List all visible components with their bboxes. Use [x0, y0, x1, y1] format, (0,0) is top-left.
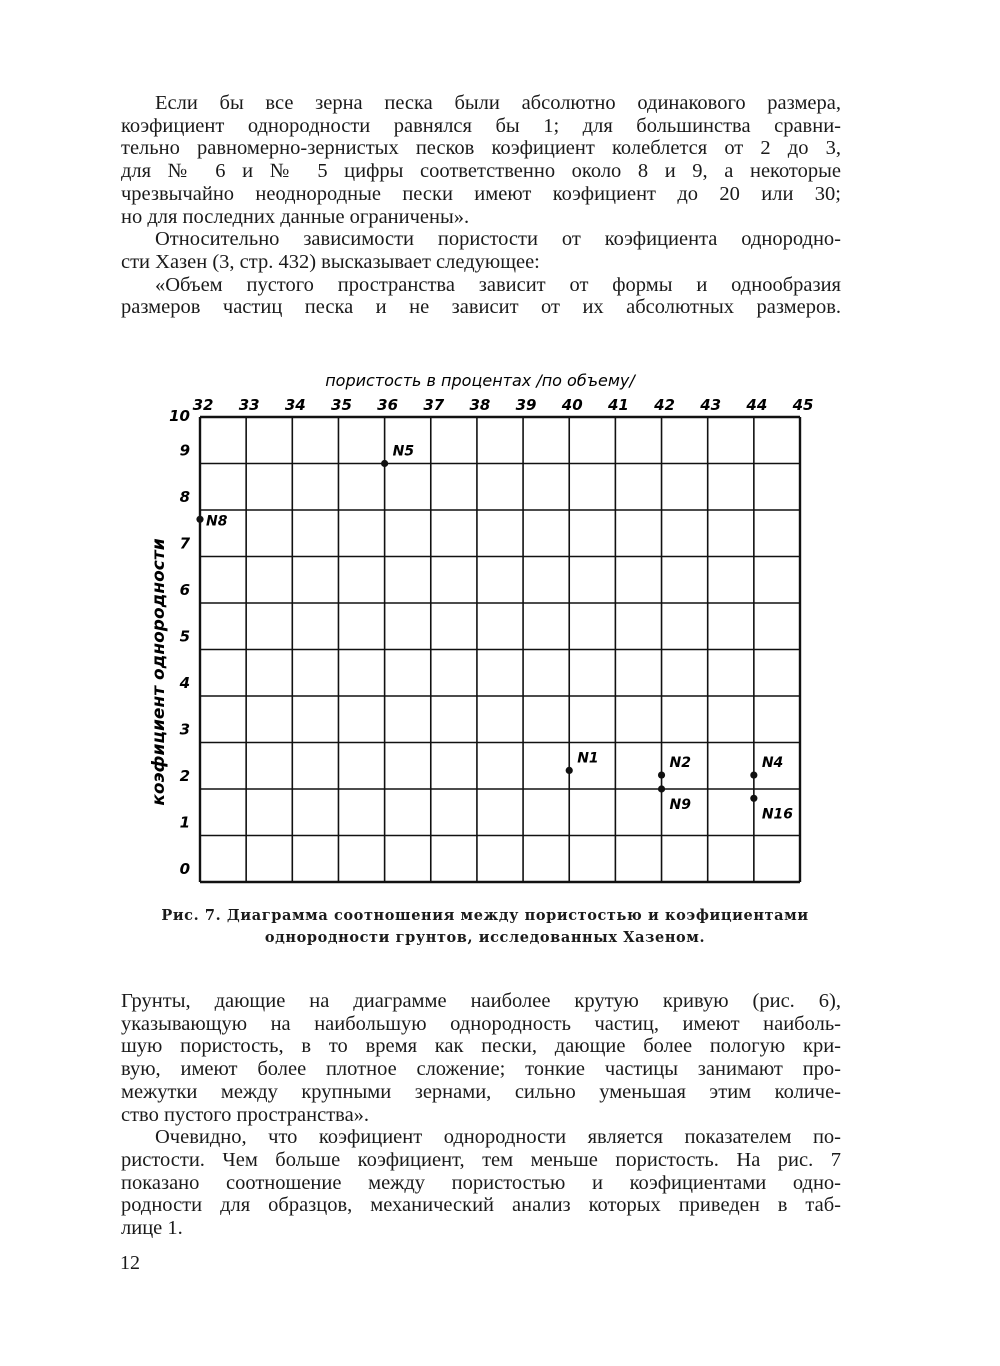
text-line: чрезвычайно неоднородные пески имеют коэфициент до 20 или 30; [121, 182, 841, 205]
x-tick-label: 32 [192, 396, 214, 414]
text-line: тельно равномерно-зернистых песков коэфициент колеблется от 2 до 3, [121, 137, 841, 160]
x-tick-label: 33 [238, 396, 260, 414]
text-line: Относительно зависимости пористости от коэфициента однородно- [155, 228, 841, 251]
data-point-n16 [750, 795, 757, 802]
data-point-n2 [658, 771, 665, 778]
text-line: ство пустого пространства». [121, 1103, 370, 1126]
y-tick-label: 0 [179, 860, 190, 878]
figure-caption [120, 905, 850, 949]
tick-labels [169, 396, 813, 878]
x-tick-label: 41 [607, 396, 629, 414]
data-point-label: N5 [392, 443, 415, 460]
x-tick-label: 45 [792, 396, 814, 414]
bottom-paragraphs [121, 990, 841, 1240]
text-line: для № 6 и № 5 цифры соответственно около 8 и 9, а некоторые [121, 160, 841, 183]
text-line: «Объем пустого пространства зависит от формы и однообразия [155, 273, 841, 296]
y-tick-label: 8 [179, 488, 190, 506]
x-tick-label: 34 [284, 396, 306, 414]
text-line: вую, имеют более плотное сложение; тонкие частицы занимают про- [121, 1058, 841, 1081]
x-tick-label: 40 [561, 396, 583, 414]
y-tick-label: 6 [179, 581, 190, 599]
y-tick-label: 2 [179, 767, 190, 785]
text-line: показано соотношение между пористостью и коэфициентами одно- [121, 1171, 841, 1194]
data-point-label: N16 [761, 806, 794, 823]
x-tick-label: 39 [515, 396, 537, 414]
text-line: Грунты, дающие на диаграмме наиболее крутую кривую (рис. 6), [121, 990, 841, 1012]
x-tick-label: 38 [469, 396, 491, 414]
y-axis-label: коэфициент однородности [149, 538, 169, 806]
text-line: межутки между крупными зернами, сильно уменьшая этим количе- [121, 1080, 841, 1103]
text-line: но для последних данные ограничены». [121, 205, 470, 228]
data-point-label: N1 [577, 750, 599, 767]
y-tick-label: 7 [179, 534, 190, 553]
x-tick-label: 35 [331, 396, 352, 414]
y-tick-label: 3 [179, 720, 190, 739]
text-line: указывающую на наибольшую однородность частиц, имеют наиболь- [121, 1012, 841, 1035]
data-point-n5 [381, 460, 388, 467]
data-point-label: N9 [669, 797, 692, 813]
y-tick-label: 1 [179, 813, 190, 832]
data-point-n1 [566, 767, 573, 774]
x-axis-label: пористость в процентах /по объему/ [325, 371, 635, 390]
data-point-n4 [750, 771, 757, 778]
text-line: размеров частиц песка и не зависит от их абсолютных размеров. [121, 296, 841, 319]
data-point-label: N8 [206, 513, 228, 530]
y-tick-label: 9 [179, 441, 190, 460]
text-line: Если бы все зерна песка были абсолютно одинакового размера, [155, 92, 841, 114]
data-point-label: N2 [669, 755, 692, 772]
data-point-n9 [658, 785, 665, 792]
x-tick-label: 36 [377, 396, 399, 414]
text-line: Очевидно, что коэфициент однородности является показателем по- [155, 1126, 841, 1149]
grid [200, 417, 800, 882]
caption-line: Рис. 7. Диаграмма соотношения между пористостью и коэфициентами [161, 907, 809, 924]
y-tick-label: 5 [179, 627, 190, 646]
x-tick-label: 44 [746, 396, 768, 414]
x-tick-label: 42 [654, 396, 675, 414]
text-line: шую пористость, в то время как пески, дающие более пологую кри- [121, 1035, 841, 1058]
y-tick-label: 10 [169, 407, 190, 425]
text-line: ристости. Чем больше коэфициент, тем меньше пористость. На рис. 7 [121, 1148, 841, 1171]
data-point-n8 [196, 516, 203, 523]
text-line: коэфициент однородности равнялся бы 1; для большинства сравни- [121, 114, 841, 137]
text-line: родности для образцов, механический анализ которых приведен в таб- [121, 1194, 841, 1217]
caption-line: однородности грунтов, исследованных Хазеном. [264, 929, 706, 946]
y-tick-label: 4 [179, 674, 190, 692]
page-number: 12 [120, 1252, 140, 1274]
data-point-label: N4 [761, 755, 784, 772]
text-line: сти Хазен (3, стр. 432) высказывает следующее: [121, 250, 540, 273]
x-tick-label: 43 [700, 396, 722, 414]
x-tick-label: 37 [423, 396, 445, 414]
data-points [196, 444, 793, 823]
text-line: лице 1. [121, 1217, 183, 1240]
